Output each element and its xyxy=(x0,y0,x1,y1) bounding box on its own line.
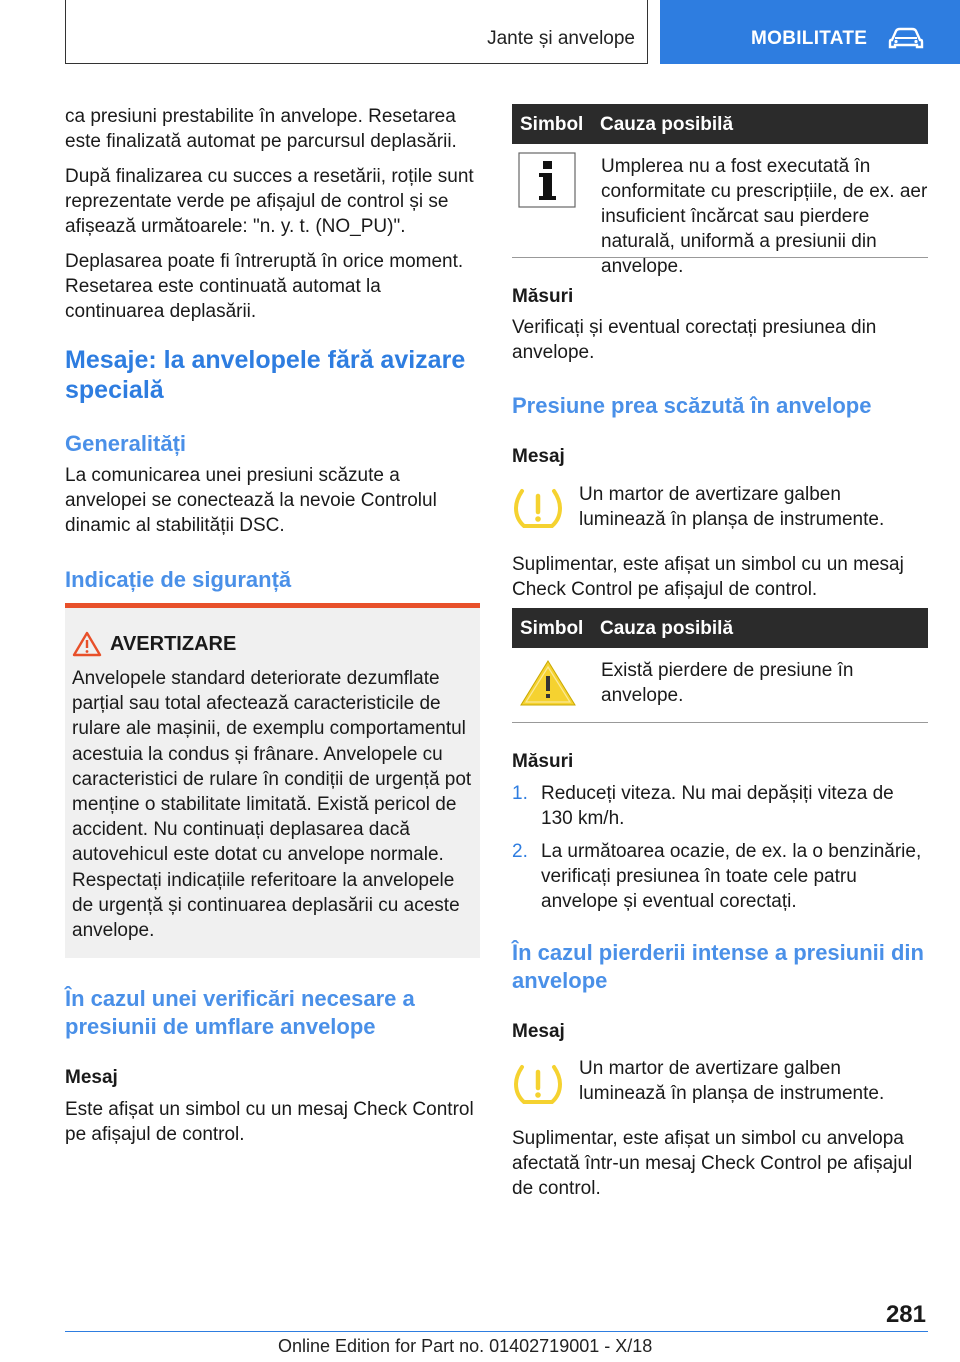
header-chapter-label: MOBILITATE xyxy=(751,28,868,49)
paragraph: Un martor de avertizare galben luminează în planșa de instrumente. xyxy=(579,1058,885,1104)
header-chapter-tab xyxy=(660,0,960,64)
cause-table-1 xyxy=(512,104,928,277)
list-item-text: Reduceți viteza. Nu mai depășiți viteza de 130 km/h. xyxy=(541,783,894,829)
footer-edition: Online Edition for Part no. 01402719001 - X/18 xyxy=(278,1336,653,1356)
subsection-heading: În cazul unei verificări necesare a presiunii de umflare anvelope xyxy=(65,986,415,1039)
paragraph: Suplimentar, este afișat un simbol cu un mesaj Check Control pe afișajul de control. xyxy=(512,554,904,600)
table-cell-cause: Există pierdere de presiune în anvelope. xyxy=(601,660,854,706)
paragraph: După finalizarea cu succes a resetării, roțile sunt reprezentate verde pe afișajul de control și se afișează următoarele: "n. y. t. (NO_PU)". xyxy=(65,166,474,237)
warning-title: AVERTIZARE xyxy=(110,633,237,655)
list-item-number: 1. xyxy=(512,783,528,804)
paragraph: Verificați și eventual corectați presiunea din anvelope. xyxy=(512,317,877,363)
minor-heading: Măsuri xyxy=(512,286,574,307)
section-heading: Mesaje: la anvelopele fără avizare specială xyxy=(65,346,466,404)
table-header-symbol: Simbol xyxy=(520,618,584,639)
table-row xyxy=(512,648,928,723)
table-header xyxy=(512,608,928,648)
list-item xyxy=(512,839,928,914)
table-header xyxy=(512,104,928,144)
subsection-heading: În cazul pierderii intense a presiunii din anvelope xyxy=(512,940,924,993)
page-number: 281 xyxy=(885,1301,926,1328)
car-icon xyxy=(888,26,924,50)
header-section-title: Jante și anvelope xyxy=(487,28,635,49)
header-section-box xyxy=(65,0,648,64)
table-header-cause: Cauza posibilă xyxy=(600,114,734,135)
warning-triangle-icon xyxy=(72,631,102,657)
minor-heading: Mesaj xyxy=(512,1021,565,1042)
warning-box xyxy=(65,603,480,958)
info-icon xyxy=(518,152,576,208)
yellow-warning-triangle-icon xyxy=(518,658,578,708)
subsection-heading: Presiune prea scăzută în anvelope xyxy=(512,393,872,418)
subsection-heading: Indicație de siguranță xyxy=(65,567,292,592)
paragraph: Un martor de avertizare galben luminează în planșa de instrumente. xyxy=(579,484,885,530)
table-cell-cause: Umplerea nu a fost executată în conformitate cu prescripțiile, de ex. aer insuficient încărcat sau pierdere naturală, uniformă a presiunii din anvelope. xyxy=(601,156,928,277)
general-paragraph: La comunicarea unei presiuni scăzute a anvelopei se conectează la nevoie Controlul dinamic al stabilității DSC. xyxy=(65,465,437,536)
tire-pressure-warning-icon xyxy=(514,1064,562,1106)
footer-divider xyxy=(65,1331,928,1332)
list-item-number: 2. xyxy=(512,841,528,862)
measures-list xyxy=(512,781,928,914)
paragraph: Deplasarea poate fi întreruptă în orice moment. Resetarea este continuată automat la continuarea deplasării. xyxy=(65,251,464,322)
minor-heading: Măsuri xyxy=(512,751,574,772)
table-header-cause: Cauza posibilă xyxy=(600,618,734,639)
minor-heading: Mesaj xyxy=(512,446,565,467)
cause-table-2 xyxy=(512,608,928,723)
tire-pressure-warning-icon xyxy=(514,488,562,530)
paragraph: Suplimentar, este afișat un simbol cu anvelopa afectată într-un mesaj Check Control pe afișajul de control. xyxy=(512,1128,913,1199)
table-header-symbol: Simbol xyxy=(520,114,584,135)
subsection-heading: Generalități xyxy=(65,431,187,456)
minor-heading: Mesaj xyxy=(65,1067,118,1088)
table-row xyxy=(512,144,928,277)
list-item-text: La următoarea ocazie, de ex. la o benzinărie, verificați presiunea în toate cele patru anvelope și eventual corectați. xyxy=(541,841,922,912)
list-item xyxy=(512,781,928,831)
paragraph: ca presiuni prestabilite în anvelope. Resetarea este finalizată automat pe parcursul deplasării. xyxy=(65,106,457,152)
left-column xyxy=(65,104,480,334)
warning-body: Anvelopele standard deteriorate dezumflate parțial sau total afectează caracteristicile de rulare ale mașinii, de exemplu comportamentul acestuia la condus și frânare. Anvelopele cu caracteristici de rulare în condiții de urgență pot menține o stabilitate limitată. Există pericol de accident. Nu continuați deplasarea dacă autovehicul este dotat cu anvelope normale. Respectați indicațiile referitoare la anvelopele de urgență și continuarea deplasării cu aceste anvelope. xyxy=(72,668,472,942)
paragraph: Este afișat un simbol cu un mesaj Check Control pe afișajul de control. xyxy=(65,1099,474,1145)
